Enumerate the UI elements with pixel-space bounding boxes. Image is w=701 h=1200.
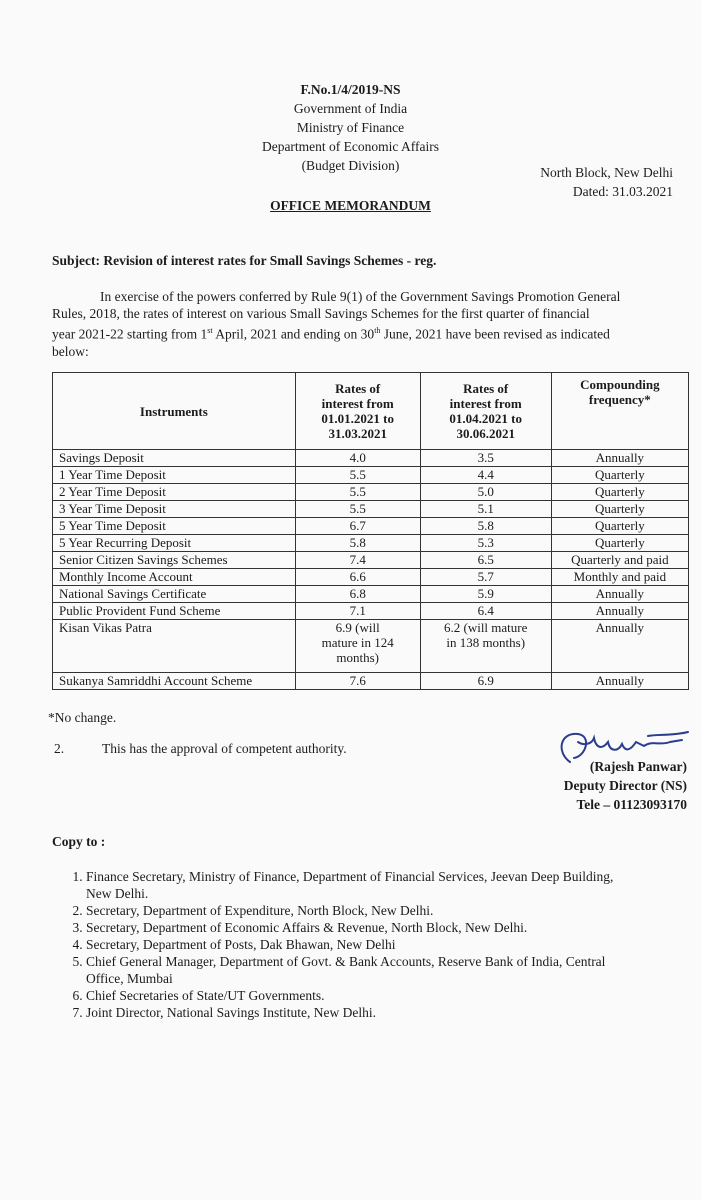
new-rate: 6.9 [420,673,551,690]
frequency: Monthly and paid [551,569,688,586]
instrument-name: 2 Year Time Deposit [53,484,296,501]
frequency: Annually [551,450,688,467]
table-row [53,603,689,620]
frequency: Annually [551,620,688,673]
table-row [53,467,689,484]
intro-line-3 [52,322,692,343]
header-old-line1: Rates of [335,381,381,396]
header-freq-line1: Compounding [580,377,660,392]
old-rate-line2: mature in 124 [321,635,394,650]
file-number: F.No.1/4/2019-NS [300,82,401,97]
table-row [53,569,689,586]
table-row [53,518,689,535]
new-rate: 6.5 [420,552,551,569]
header-old-line4: 31.03.2021 [328,426,387,441]
instrument-name: 3 Year Time Deposit [53,501,296,518]
table-header-row [53,373,689,450]
old-rate: 6.8 [295,586,420,603]
frequency: Annually [551,673,688,690]
instrument-name: Public Provident Fund Scheme [53,603,296,620]
instrument-name: Savings Deposit [53,450,296,467]
new-rate: 5.9 [420,586,551,603]
old-rate: 7.4 [295,552,420,569]
frequency: Quarterly [551,535,688,552]
signatory-name: (Rajesh Panwar) [589,759,687,774]
copy-to-list [52,868,686,1021]
intro-line-3b: April, 2021 and ending on 30 [212,326,375,342]
header-line-government: Government of India [293,101,408,116]
copy-line: New Delhi. [86,886,149,901]
header-freq-line2: frequency* [588,392,651,407]
new-rate: 5.1 [420,501,551,518]
intro-paragraph [52,288,692,360]
list-item [86,936,686,953]
signatory-tele: Tele – 01123093170 [576,797,687,812]
new-rate: 3.5 [420,450,551,467]
frequency: Quarterly [551,484,688,501]
frequency: Annually [551,586,688,603]
table-row [53,552,689,569]
header-new-line1: Rates of [463,381,509,396]
header-line-department: Department of Economic Affairs [261,139,440,154]
old-rate: 6.6 [295,569,420,586]
old-rate-line3: months) [336,650,379,665]
date: Dated: 31.03.2021 [572,184,673,199]
para-2-number: 2. [54,741,65,756]
subject-line: Subject: Revision of interest rates for Small Savings Schemes - reg. [52,253,437,268]
old-rate [295,620,420,673]
footnote: *No change. [48,710,117,725]
header-line-ministry: Ministry of Finance [296,120,405,135]
instrument-name: 5 Year Time Deposit [53,518,296,535]
header-new-line4: 30.06.2021 [456,426,515,441]
memo-title: OFFICE MEMORANDUM [270,198,431,213]
old-rate: 7.6 [295,673,420,690]
table-row [53,620,689,673]
table-row [53,501,689,518]
instrument-name: Monthly Income Account [53,569,296,586]
instrument-name: 1 Year Time Deposit [53,467,296,484]
copy-line: 4. Secretary, Department of Posts, Dak Bhawan, New Delhi [86,937,396,952]
copy-line: 5. Chief General Manager, Department of Govt. & Bank Accounts, Reserve Bank of India, Central [86,954,606,969]
copy-line: 6. Chief Secretaries of State/UT Governments. [86,988,325,1003]
letterhead [0,80,701,175]
frequency: Annually [551,603,688,620]
table-row [53,450,689,467]
list-item [86,919,686,936]
old-rate-line1: 6.9 (will [335,620,380,635]
sup-th: th [374,326,381,335]
header-old-line2: interest from [321,396,394,411]
table-row [53,484,689,501]
frequency: Quarterly [551,518,688,535]
header-new-rate [420,373,551,450]
rates-table [52,372,689,690]
instrument-name: National Savings Certificate [53,586,296,603]
header-old-line3: 01.01.2021 to [321,411,394,426]
table-row [53,535,689,552]
copy-line: 7. Joint Director, National Savings Institute, New Delhi. [86,1005,377,1020]
intro-line-3a: year 2021-22 starting from 1 [52,326,208,342]
place-date-block [423,163,673,201]
copy-line: 2. Secretary, Department of Expenditure, North Block, New Delhi. [86,903,434,918]
header-new-line3: 01.04.2021 to [449,411,522,426]
copy-line: Office, Mumbai [86,971,173,986]
old-rate: 5.5 [295,484,420,501]
intro-line-1: In exercise of the powers conferred by Rule 9(1) of the Government Savings Promotion General [100,289,621,304]
frequency: Quarterly and paid [551,552,688,569]
signatory-block [467,757,687,814]
intro-line-2: Rules, 2018, the rates of interest on various Small Savings Schemes for the first quarter of financial [52,306,590,321]
copy-to-heading: Copy to : [52,834,106,849]
new-rate: 6.4 [420,603,551,620]
list-item [86,1004,686,1021]
header-new-line2: interest from [449,396,522,411]
header-line-division: (Budget Division) [301,158,400,173]
old-rate: 5.5 [295,467,420,484]
new-rate: 5.7 [420,569,551,586]
new-rate: 4.4 [420,467,551,484]
list-item [86,902,686,919]
instrument-name: 5 Year Recurring Deposit [53,535,296,552]
table-row [53,673,689,690]
old-rate: 5.5 [295,501,420,518]
old-rate: 7.1 [295,603,420,620]
new-rate-line2: in 138 months) [446,635,526,650]
new-rate: 5.3 [420,535,551,552]
frequency: Quarterly [551,501,688,518]
header-instruments: Instruments [53,373,296,450]
para-2-text: This has the approval of competent authority. [102,741,347,756]
instrument-name: Senior Citizen Savings Schemes [53,552,296,569]
old-rate: 6.7 [295,518,420,535]
old-rate: 5.8 [295,535,420,552]
intro-line-3c: June, 2021 have been revised as indicated [380,326,610,342]
copy-line: 3. Secretary, Department of Economic Affairs & Revenue, North Block, New Delhi. [86,920,528,935]
old-rate: 4.0 [295,450,420,467]
sup-st: st [207,326,213,335]
signatory-designation: Deputy Director (NS) [563,778,687,793]
new-rate: 5.0 [420,484,551,501]
new-rate [420,620,551,673]
header-old-rate [295,373,420,450]
intro-line-4: below: [52,343,89,359]
frequency: Quarterly [551,467,688,484]
copy-line: 1. Finance Secretary, Ministry of Finance, Department of Financial Services, Jeevan Deep Building, [86,869,614,884]
new-rate-line1: 6.2 (will mature [443,620,528,635]
table-row [53,586,689,603]
list-item [86,868,686,902]
instrument-name: Kisan Vikas Patra [53,620,296,673]
place: North Block, New Delhi [540,165,673,180]
new-rate: 5.8 [420,518,551,535]
header-frequency [551,373,688,450]
list-item [86,987,686,1004]
instrument-name: Sukanya Samriddhi Account Scheme [53,673,296,690]
list-item [86,953,686,987]
